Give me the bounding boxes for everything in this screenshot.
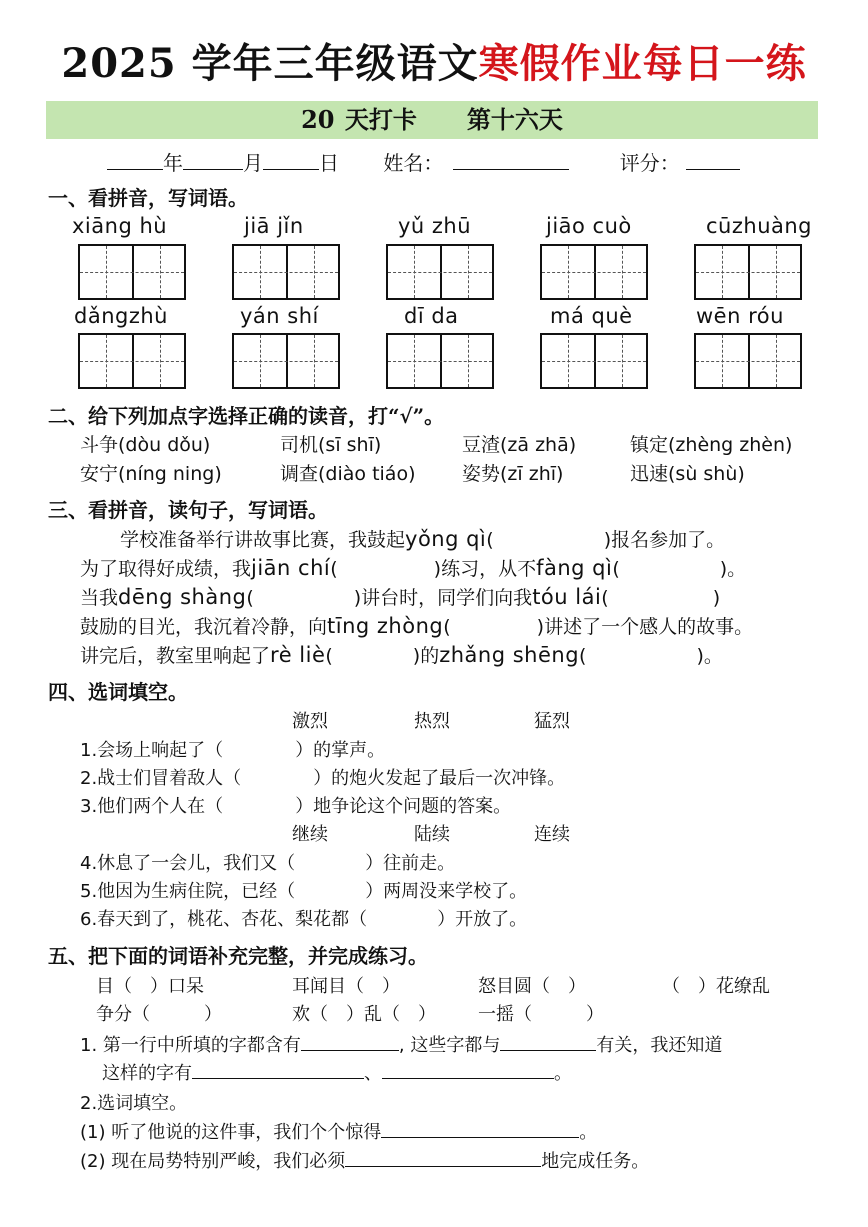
date-name-score-line	[107, 147, 740, 176]
month-label: 月	[243, 151, 263, 175]
exercise-line-4: (1) 听了他说的这件事，我们个个惊得 。	[80, 1118, 597, 1144]
pinyin-5: cūzhuàng	[706, 214, 813, 238]
score-label: 评分：	[619, 151, 680, 175]
pinyin-1: xiāng hù	[72, 214, 168, 238]
writing-grid[interactable]	[540, 333, 648, 389]
idiom-item: 耳闻目（ ）	[292, 976, 400, 997]
idiom-item: 目（ ）口呆	[96, 976, 204, 997]
exercise-line-3: 2.选词填空。	[80, 1093, 188, 1114]
year-label: 年	[163, 151, 183, 175]
fill-question: 2.战士们冒着敌人（ ）的炮火发起了最后一次冲锋。	[80, 768, 566, 789]
word-option: 陆续	[414, 824, 450, 845]
reading-item: 调查(diào tiáo)	[280, 463, 416, 485]
answer-blank[interactable]	[381, 1119, 579, 1138]
score-blank[interactable]	[686, 151, 740, 170]
reading-item: 安宁(níng ning)	[80, 463, 222, 485]
fill-question: 3.他们两个人在（ ）地争论这个问题的答案。	[80, 796, 512, 817]
fill-question: 4.休息了一会儿，我们又（ ）往前走。	[80, 853, 456, 874]
writing-grid[interactable]	[232, 333, 340, 389]
idiom-item: 争分（ ）	[96, 1004, 222, 1025]
reading-item: 斗争(dòu dǒu)	[80, 434, 211, 456]
name-blank[interactable]	[453, 151, 569, 170]
passage-line-1: 学校准备举行讲故事比赛，我鼓起yǒng qì( )报名参加了。	[120, 527, 726, 551]
month-blank[interactable]	[183, 151, 243, 170]
writing-grid[interactable]	[232, 244, 340, 300]
answer-blank[interactable]	[192, 1060, 364, 1079]
idiom-item: 一摇（ ）	[478, 1004, 604, 1025]
section4-heading: 四、选词填空。	[48, 680, 188, 704]
reading-item: 司机(sī shī)	[280, 434, 382, 456]
reading-item: 豆渣(zā zhā)	[462, 434, 577, 456]
pinyin-10: wēn róu	[696, 304, 784, 328]
pinyin-2: jiā jǐn	[244, 214, 304, 238]
pinyin-4: jiāo cuò	[546, 214, 632, 238]
pinyin-6: dǎngzhù	[74, 304, 168, 328]
passage-line-3: 当我dēng shàng( )讲台时，同学们向我tóu lái( )	[80, 585, 721, 609]
word-option: 连续	[534, 824, 570, 845]
fill-question: 1.会场上响起了（ ）的掌声。	[80, 740, 386, 761]
banner-left: 20 天打卡	[301, 105, 417, 134]
section3-heading: 三、看拼音，读句子，写词语。	[48, 498, 328, 522]
reading-item: 镇定(zhèng zhèn)	[630, 434, 793, 456]
writing-grid[interactable]	[386, 333, 494, 389]
idiom-item: 怒目圆（ ）	[478, 976, 586, 997]
idiom-item: （ ）花缭乱	[662, 976, 770, 997]
answer-blank[interactable]	[345, 1148, 541, 1167]
title-red: 寒假作业每日一练	[478, 40, 807, 87]
pinyin-9: má què	[550, 304, 633, 328]
answer-blank[interactable]	[301, 1032, 399, 1051]
passage-line-5: 讲完后，教室里响起了rè liè( )的zhǎng shēng( )。	[80, 643, 723, 667]
answer-blank[interactable]	[500, 1032, 596, 1051]
title-black: 2025 学年三年级语文	[61, 40, 479, 87]
day-label: 日	[319, 151, 339, 175]
pinyin-8: dī da	[404, 304, 459, 328]
pinyin-7: yán shí	[240, 304, 319, 328]
writing-grid[interactable]	[78, 333, 186, 389]
banner	[46, 101, 818, 139]
word-option: 继续	[292, 824, 328, 845]
fill-question: 5.他因为生病住院，已经（ ）两周没来学校了。	[80, 881, 528, 902]
section5-heading: 五、把下面的词语补充完整，并完成练习。	[48, 944, 428, 968]
word-option: 猛烈	[534, 711, 570, 732]
pinyin-3: yǔ zhū	[398, 214, 472, 238]
exercise-line-5: (2) 现在局势特别严峻，我们必须 地完成任务。	[80, 1147, 649, 1173]
passage-line-4: 鼓励的目光，我沉着冷静，向tīng zhòng( )讲述了一个感人的故事。	[80, 614, 754, 638]
writing-grid[interactable]	[694, 333, 802, 389]
name-label: 姓名：	[383, 151, 444, 175]
section1-heading: 一、看拼音，写词语。	[48, 186, 248, 210]
year-blank[interactable]	[107, 151, 163, 170]
writing-grid[interactable]	[540, 244, 648, 300]
fill-question: 6.春天到了，桃花、杏花、梨花都（ ）开放了。	[80, 909, 528, 930]
writing-grid[interactable]	[694, 244, 802, 300]
reading-item: 姿势(zī zhī)	[462, 463, 564, 485]
banner-right: 第十六天	[466, 105, 563, 134]
reading-item: 迅速(sù shù)	[630, 463, 745, 485]
section2-heading: 二、给下列加点字选择正确的读音，打“√”。	[48, 404, 445, 428]
writing-grid[interactable]	[78, 244, 186, 300]
page-title	[0, 40, 868, 88]
day-blank[interactable]	[263, 151, 319, 170]
exercise-line-1: 1. 第一行中所填的字都含有 , 这些字都与 有关，我还知道	[80, 1031, 722, 1057]
word-option: 热烈	[414, 711, 450, 732]
writing-grid[interactable]	[386, 244, 494, 300]
answer-blank[interactable]	[382, 1060, 554, 1079]
passage-line-2: 为了取得好成绩，我jiān chí( )练习，从不fàng qì( )。	[80, 556, 747, 580]
word-option: 激烈	[292, 711, 328, 732]
exercise-line-2: 这样的字有 、 。	[102, 1059, 572, 1085]
idiom-item: 欢（ ）乱（ ）	[292, 1004, 436, 1025]
